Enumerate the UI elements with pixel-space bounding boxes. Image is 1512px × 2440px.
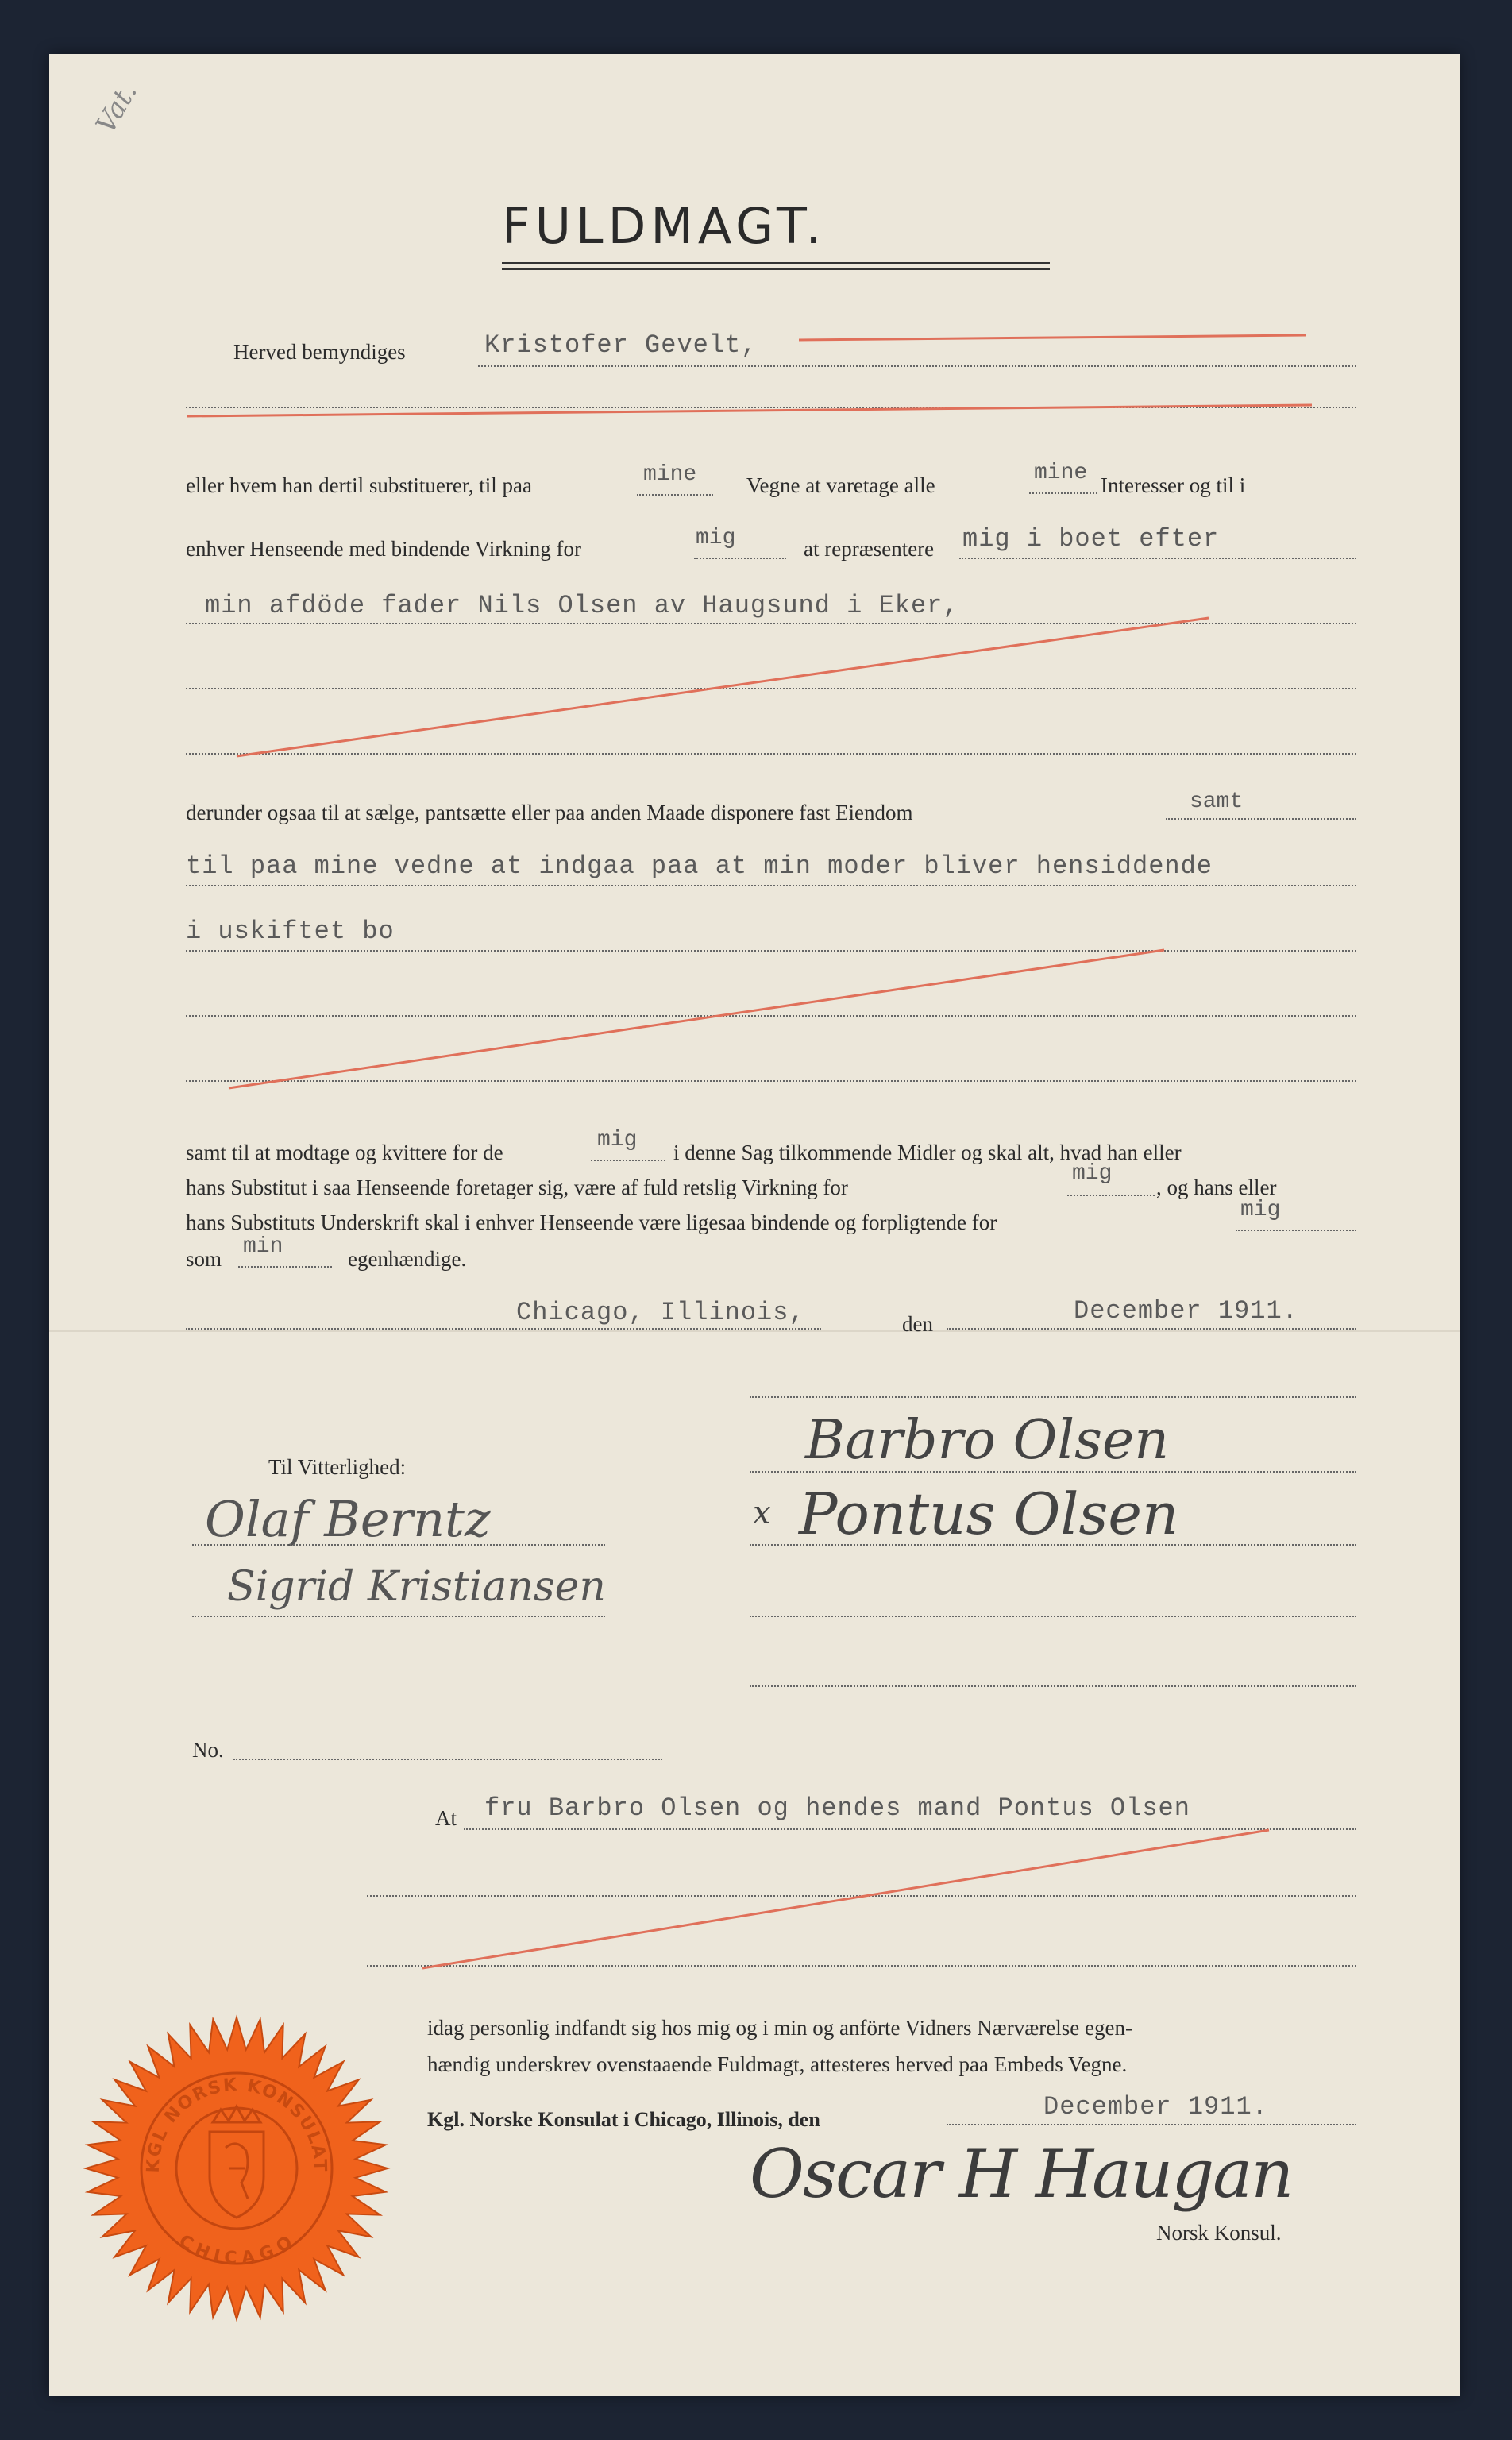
text-line-10c: egenhændige. <box>348 1247 467 1271</box>
consulate-date: December 1911. <box>1043 2092 1268 2121</box>
consul-title: Norsk Konsul. <box>1156 2221 1282 2245</box>
consular-seal <box>86 2017 388 2319</box>
text-line-8c: , og hans eller <box>1156 1176 1277 1199</box>
typed-samt: samt <box>1190 790 1244 814</box>
seal-bottom-text: CHICAGO <box>175 2230 299 2269</box>
typed-line-3: min afdöde fader Nils Olsen av Haugsund i Eker, <box>205 591 959 620</box>
typed-min: min <box>243 1234 284 1259</box>
seal-top-text: KGL NORSK KONSULAT <box>143 2075 330 2174</box>
corner-note: Vat. <box>90 77 144 139</box>
text-line-1c: Vegne at varetage alle <box>746 473 935 497</box>
text-line-10a: som <box>186 1247 222 1271</box>
attest-text-2: hændig underskrev ovenstaaende Fuldmagt, attesteres herved paa Embeds Vegne. <box>427 2052 1128 2076</box>
witness-signature-2: Sigrid Kristiansen <box>227 1563 606 1611</box>
text-line-9a: hans Substituts Underskrift skal i enhver Henseende være ligesaa bindende og forpligtende for <box>186 1210 997 1234</box>
attest-persons: fru Barbro Olsen og hendes mand Pontus Olsen <box>484 1793 1190 1823</box>
no-label: No. <box>192 1738 224 1762</box>
typed-line-6: i uskiftet bo <box>186 917 395 946</box>
document-page <box>49 54 1460 2396</box>
text-line-7c: i denne Sag tilkommende Midler og skal alt, hvad han eller <box>673 1141 1182 1164</box>
agent-name: Kristofer Gevelt, <box>484 330 758 360</box>
consulate-line: Kgl. Norske Konsulat i Chicago, Illinois, den <box>427 2108 820 2131</box>
place-typed: Chicago, Illinois, <box>516 1298 805 1327</box>
typed-mig-1: mig <box>696 526 736 550</box>
date-typed: December 1911. <box>1074 1296 1298 1326</box>
attest-text-1: idag personlig indfandt sig hos mig og i min og anförte Vidners Nærværelse egen- <box>427 2016 1132 2040</box>
typed-mig-4: mig <box>1240 1198 1281 1222</box>
text-line-8a: hans Substitut i saa Henseende foretager sig, være af fuld retslig Virkning for <box>186 1176 848 1199</box>
red-line <box>422 1830 1269 1968</box>
text-line-1a: eller hvem han dertil substituerer, til paa <box>186 473 533 497</box>
grantor-signature-2: Pontus Olsen <box>799 1481 1179 1547</box>
red-line <box>229 950 1164 1088</box>
herved-prefix: Herved bemyndiges <box>233 340 406 364</box>
grantor-signature-1: Barbro Olsen <box>805 1409 1170 1472</box>
red-line <box>187 405 1312 416</box>
red-line <box>237 618 1209 756</box>
typed-line-5: til paa mine vedne at indgaa paa at min moder bliver hensiddende <box>186 851 1213 881</box>
text-line-2a: enhver Henseende med bindende Virkning for <box>186 537 581 561</box>
text-line-2c: at repræsentere <box>804 537 935 561</box>
den-label: den <box>902 1312 933 1336</box>
typed-mine-1: mine <box>643 462 697 487</box>
text-line-7a: samt til at modtage og kvittere for de <box>186 1141 503 1164</box>
witness-signature-1: Olaf Berntz <box>205 1490 491 1548</box>
page-title: FULDMAGT. <box>502 197 827 255</box>
text-line-1e: Interesser og til i <box>1101 473 1246 497</box>
grantor-mark: x <box>753 1495 771 1531</box>
typed-mig-2: mig <box>597 1128 638 1152</box>
text-line-4a: derunder ogsaa til at sælge, pantsætte eller paa anden Maade disponere fast Eiendom <box>186 801 913 824</box>
overlay-graphics <box>49 54 1460 2396</box>
typed-mig-3: mig <box>1072 1161 1113 1186</box>
red-line <box>799 335 1306 340</box>
typed-mig-boet: mig i boet efter <box>962 524 1220 554</box>
consul-signature: Oscar H Haugan <box>750 2135 1293 2213</box>
typed-mine-2: mine <box>1034 461 1088 485</box>
witness-label: Til Vitterlighed: <box>268 1455 407 1479</box>
at-label: At <box>435 1806 457 1830</box>
